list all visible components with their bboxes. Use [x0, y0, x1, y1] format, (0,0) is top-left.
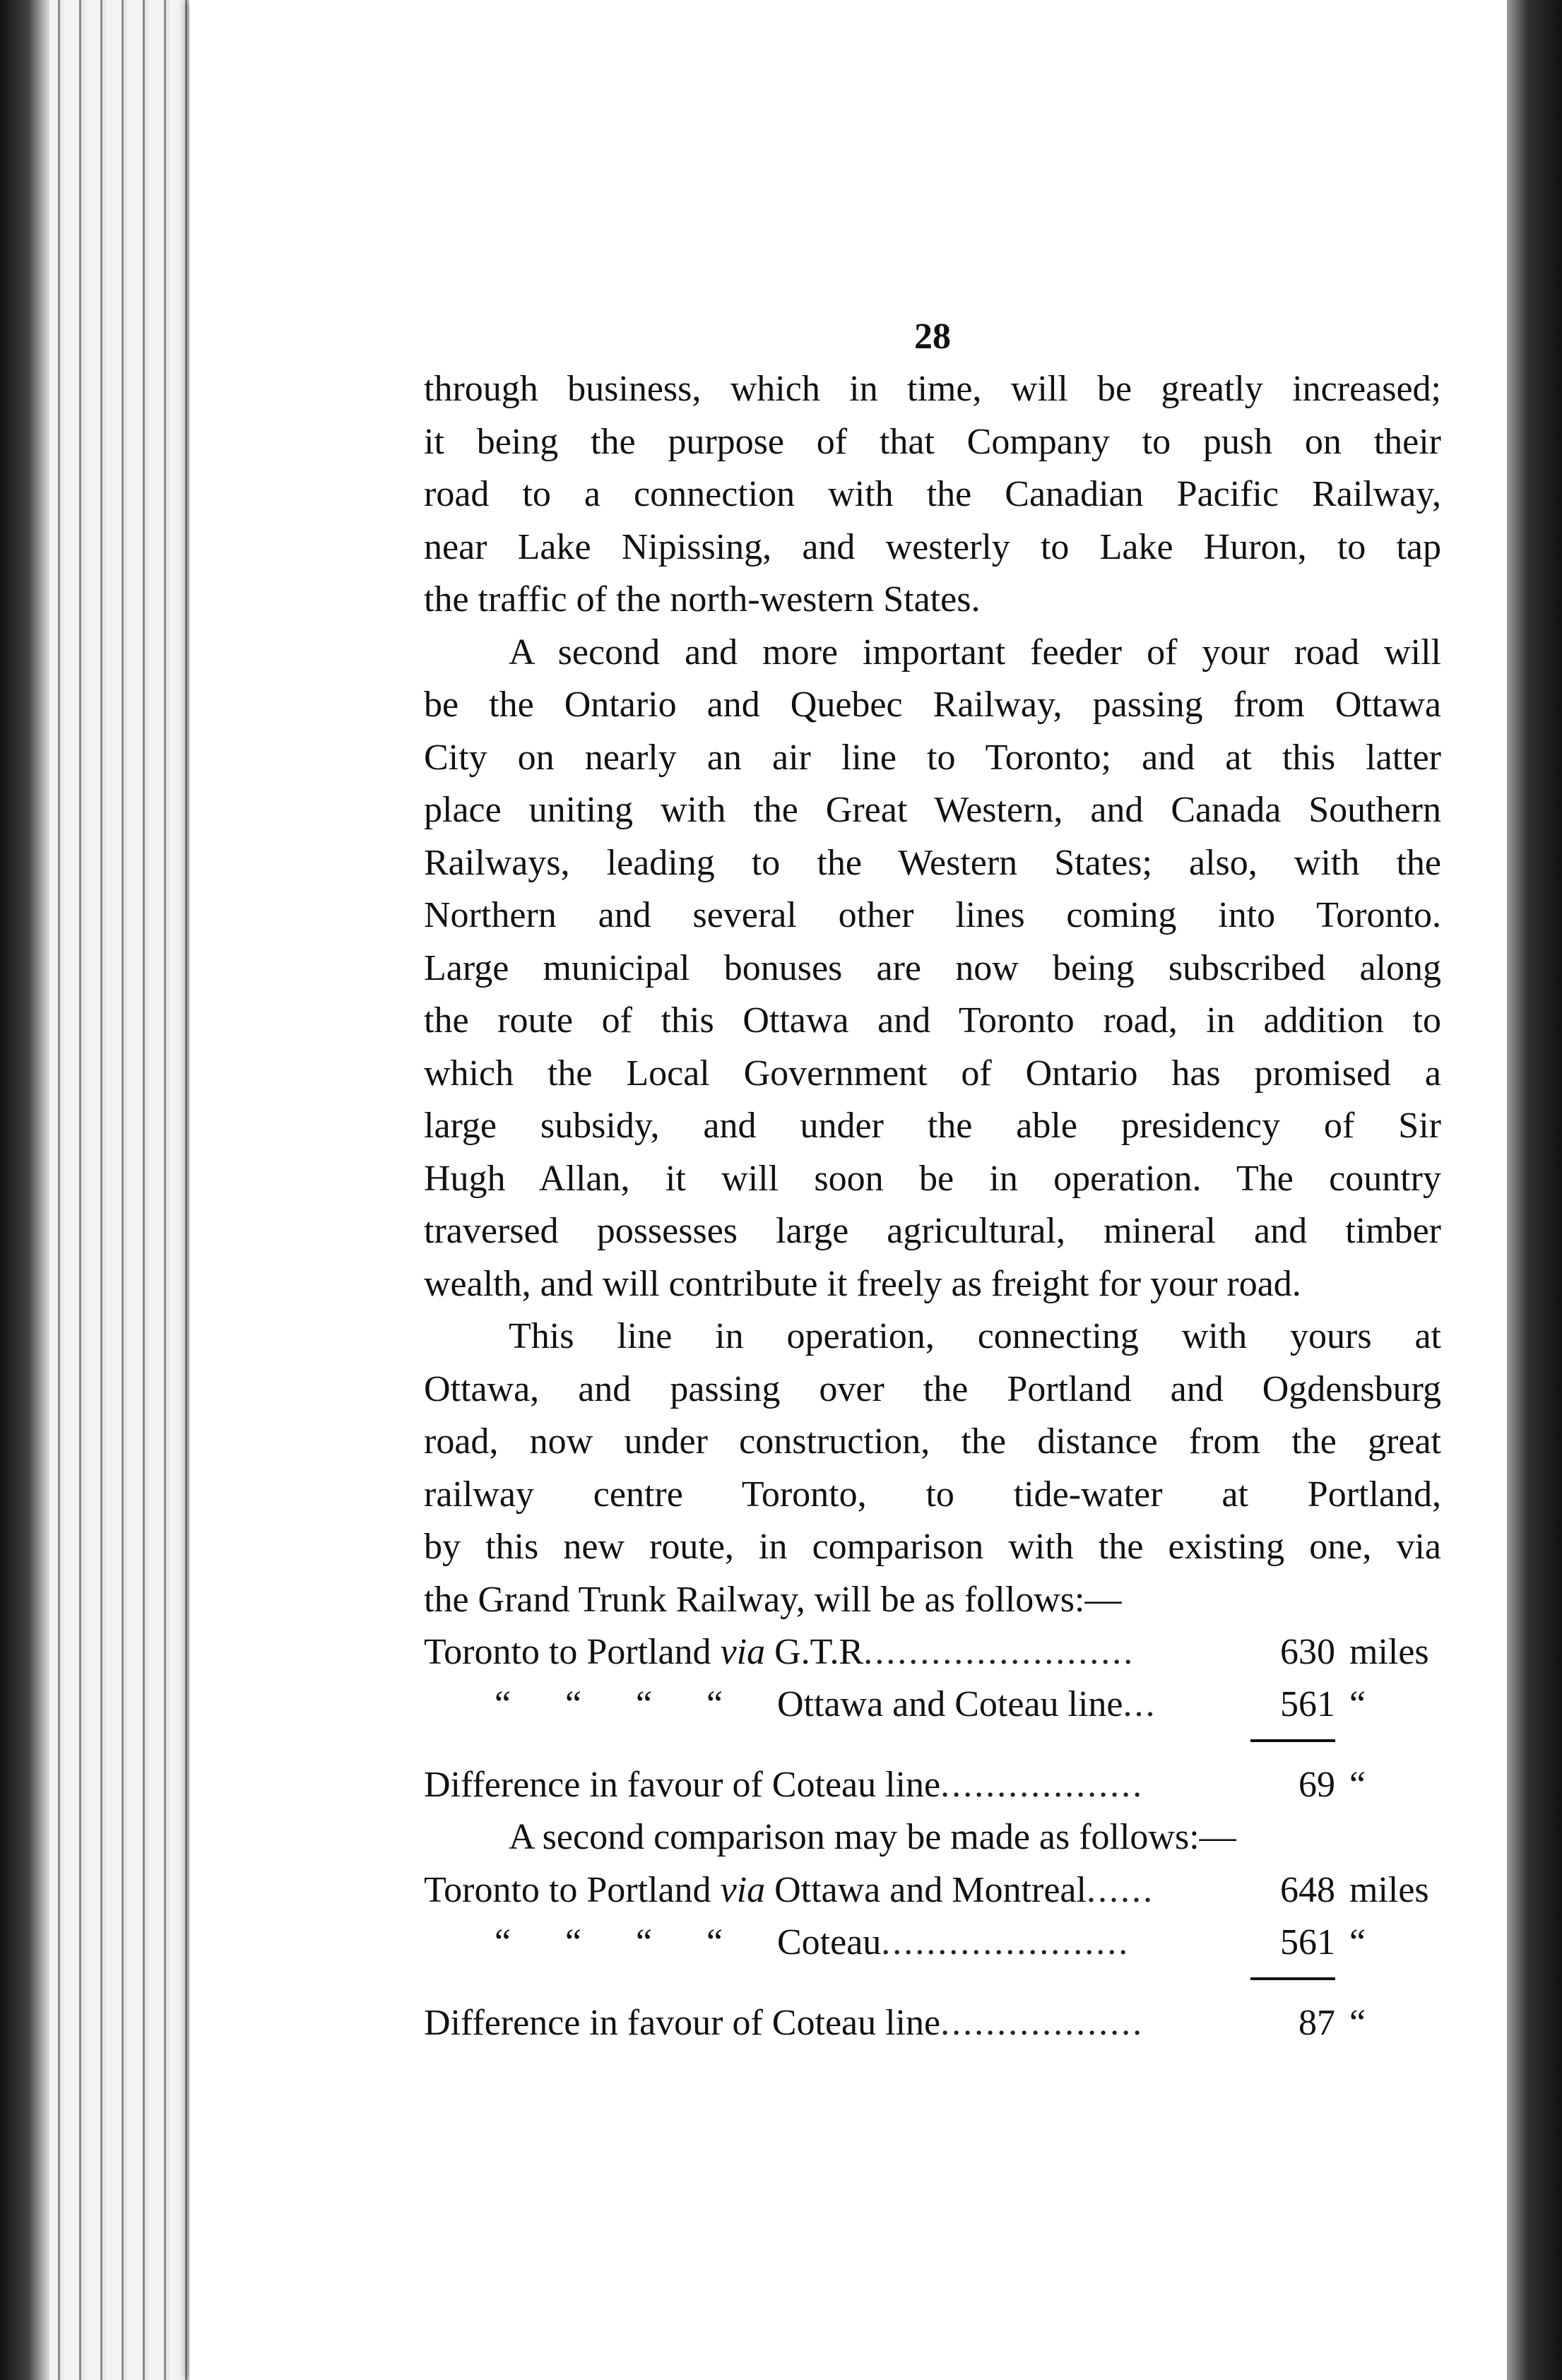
text-line: the route of this Ottawa and Toronto road, in addition to — [424, 1000, 1441, 1041]
sum-rule — [424, 1731, 1441, 1759]
text-line: large subsidy, and under the able presidency of Sir — [424, 1106, 1441, 1146]
distance-row-coteau — [424, 1679, 1441, 1731]
distance-value: 561 — [1280, 1684, 1335, 1724]
text-line: road, now under construction, the distance from the great — [424, 1421, 1441, 1462]
route-label: “ “ “ “ Coteau — [424, 1917, 881, 1970]
text-line: A second and more important feeder of your road will — [509, 632, 1441, 673]
paragraph-1 — [424, 363, 1441, 627]
dot-leader: .................. — [940, 2002, 1144, 2043]
text-line: Northern and several other lines coming into Toronto. — [424, 895, 1441, 935]
text-line: by this new route, in comparison with the existing one, via — [424, 1527, 1441, 1567]
difference-label: Difference in favour of Coteau line — [424, 1765, 941, 1805]
text-line: place uniting with the Great Western, and Canada Southern — [424, 790, 1441, 830]
text-line: the traffic of the north-western States. — [424, 579, 981, 620]
ditto-mark: “ — [565, 1684, 582, 1724]
distance-row-gtr — [424, 1626, 1441, 1679]
distance-row-montreal — [424, 1864, 1441, 1917]
difference-value: 69 — [1298, 1765, 1335, 1805]
comparison-intro — [424, 1811, 1441, 1864]
route-label: Toronto to Portland via Ottawa and Montreal — [424, 1869, 1087, 1910]
distance-value: 630 — [1280, 1632, 1335, 1672]
text-line: the Grand Trunk Railway, will be as follows:— — [424, 1579, 1122, 1620]
difference-row — [424, 1759, 1441, 1811]
dot-leader: ........................ — [863, 1632, 1135, 1672]
text-line: Ottawa, and passing over the Portland and Ogdensburg — [424, 1368, 1441, 1409]
distance-unit: miles — [1349, 1869, 1429, 1910]
text-line: wealth, and will contribute it freely as freight for your road. — [424, 1263, 1301, 1304]
text-line: Railways, leading to the Western States; also, with the — [424, 842, 1441, 883]
distance-unit: “ — [1349, 2002, 1366, 2043]
text-line: This line in operation, connecting with yours at — [509, 1316, 1441, 1356]
page-number: 28 — [914, 316, 951, 357]
ditto-mark: “ — [706, 1684, 723, 1724]
text-line: railway centre Toronto, to tide-water at Portland, — [424, 1474, 1441, 1515]
ditto-mark: “ — [706, 1922, 723, 1962]
difference-value: 87 — [1298, 2002, 1335, 2043]
distance-unit: “ — [1349, 1765, 1366, 1805]
sum-rule — [424, 1969, 1441, 1997]
distance-unit: miles — [1349, 1632, 1429, 1672]
dot-leader: ...... — [1086, 1869, 1154, 1910]
text-line: Hugh Allan, it will soon be in operation. The country — [424, 1158, 1441, 1199]
book-right-edge — [1507, 0, 1562, 2380]
dot-leader: .................. — [940, 1765, 1144, 1805]
text-line: be the Ontario and Quebec Railway, passing from Ottawa — [424, 685, 1441, 725]
ditto-mark: “ — [636, 1684, 653, 1724]
distance-unit: “ — [1349, 1684, 1366, 1724]
dot-leader: ... — [1123, 1684, 1157, 1724]
route-label: “ “ “ “ Ottawa and Coteau line — [424, 1679, 1123, 1731]
page-content — [424, 311, 1441, 2049]
text-line: traversed possesses large agricultural, mineral and timber — [424, 1211, 1441, 1251]
text-line: it being the purpose of that Company to push on their — [424, 421, 1441, 462]
ditto-mark: “ — [636, 1922, 653, 1962]
ditto-mark: “ — [495, 1922, 511, 1962]
route-label: Toronto to Portland via G.T.R — [424, 1632, 864, 1672]
paragraph-3 — [424, 1310, 1441, 1626]
ditto-mark: “ — [565, 1922, 582, 1962]
paragraph-2 — [424, 627, 1441, 1311]
distance-unit: “ — [1349, 1922, 1366, 1962]
text-line: A second comparison may be made as follows:— — [509, 1817, 1236, 1857]
difference-label: Difference in favour of Coteau line — [424, 2002, 941, 2043]
distance-row-coteau — [424, 1917, 1441, 1969]
ditto-mark: “ — [495, 1684, 511, 1724]
distance-value: 561 — [1280, 1922, 1335, 1962]
text-line: City on nearly an air line to Toronto; and at this latter — [424, 737, 1441, 778]
text-line: near Lake Nipissing, and westerly to Lake Huron, to tap — [424, 526, 1441, 567]
distance-value: 648 — [1280, 1869, 1335, 1910]
dot-leader: ...................... — [881, 1922, 1130, 1962]
text-line: through business, which in time, will be greatly increased; — [424, 369, 1441, 409]
text-line: which the Local Government of Ontario has promised a — [424, 1053, 1441, 1094]
text-line: Large municipal bonuses are now being subscribed along — [424, 947, 1441, 988]
difference-row — [424, 1997, 1441, 2049]
text-line: road to a connection with the Canadian Pacific Railway, — [424, 474, 1441, 514]
